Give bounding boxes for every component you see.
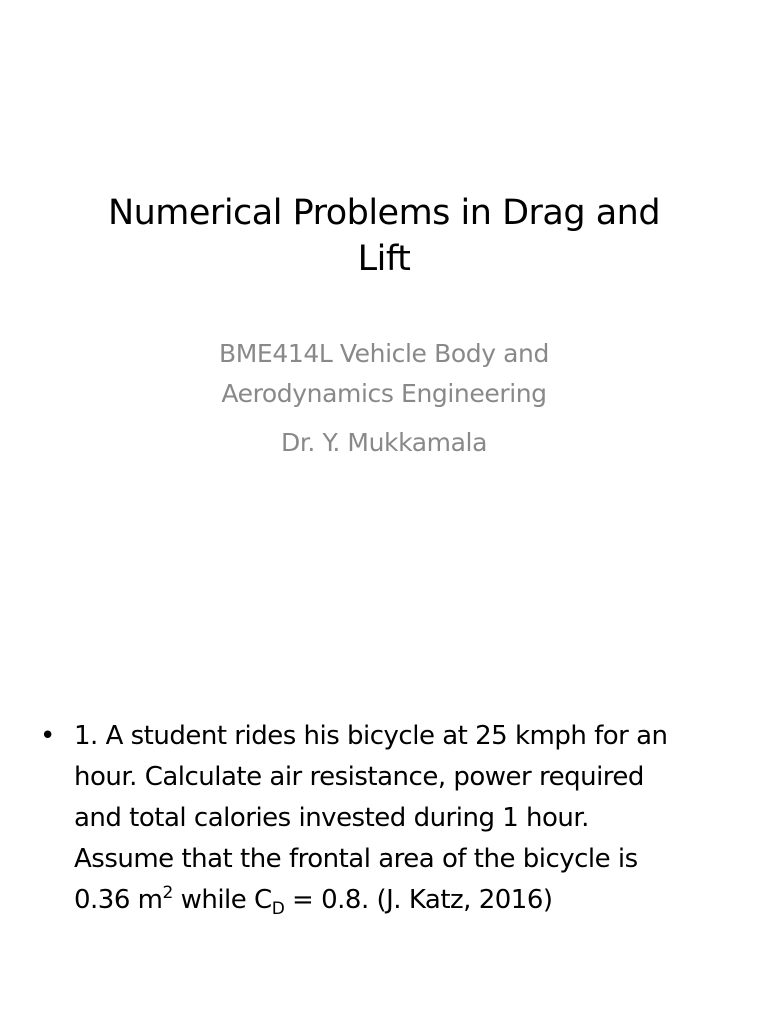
drag-coefficient-prefix: while C xyxy=(172,885,272,915)
problem-text-line-4: Assume that the frontal area of the bicycle is xyxy=(74,844,638,874)
drag-coefficient-value: = 0.8. (J. Katz, 2016) xyxy=(284,885,553,915)
course-name-line-2: Aerodynamics Engineering xyxy=(221,379,547,408)
slide-subtitle xyxy=(80,334,688,463)
area-unit-superscript: 2 xyxy=(162,883,173,903)
problem-text-line-2: hour. Calculate air resistance, power required xyxy=(74,762,644,792)
problem-text-line-3: and total calories invested during 1 hour. xyxy=(74,803,589,833)
problem-text-line-5 xyxy=(74,880,740,921)
drag-coefficient-subscript: D xyxy=(271,899,285,919)
course-name-line-1: BME414L Vehicle Body and xyxy=(219,339,549,368)
problem-text-line-1: 1. A student rides his bicycle at 25 kmph for an xyxy=(74,721,668,751)
bullet-icon: • xyxy=(40,721,55,751)
problem-bullet-item xyxy=(40,716,740,921)
slide-title xyxy=(40,190,728,282)
bullet-list xyxy=(40,716,740,921)
slide-title-line-1: Numerical Problems in Drag and xyxy=(107,193,661,233)
slide-title-line-2: Lift xyxy=(357,239,411,279)
author-name: Dr. Y. Mukkamala xyxy=(280,428,487,457)
problem-slide xyxy=(0,512,768,1024)
area-value: 0.36 m xyxy=(74,885,163,915)
